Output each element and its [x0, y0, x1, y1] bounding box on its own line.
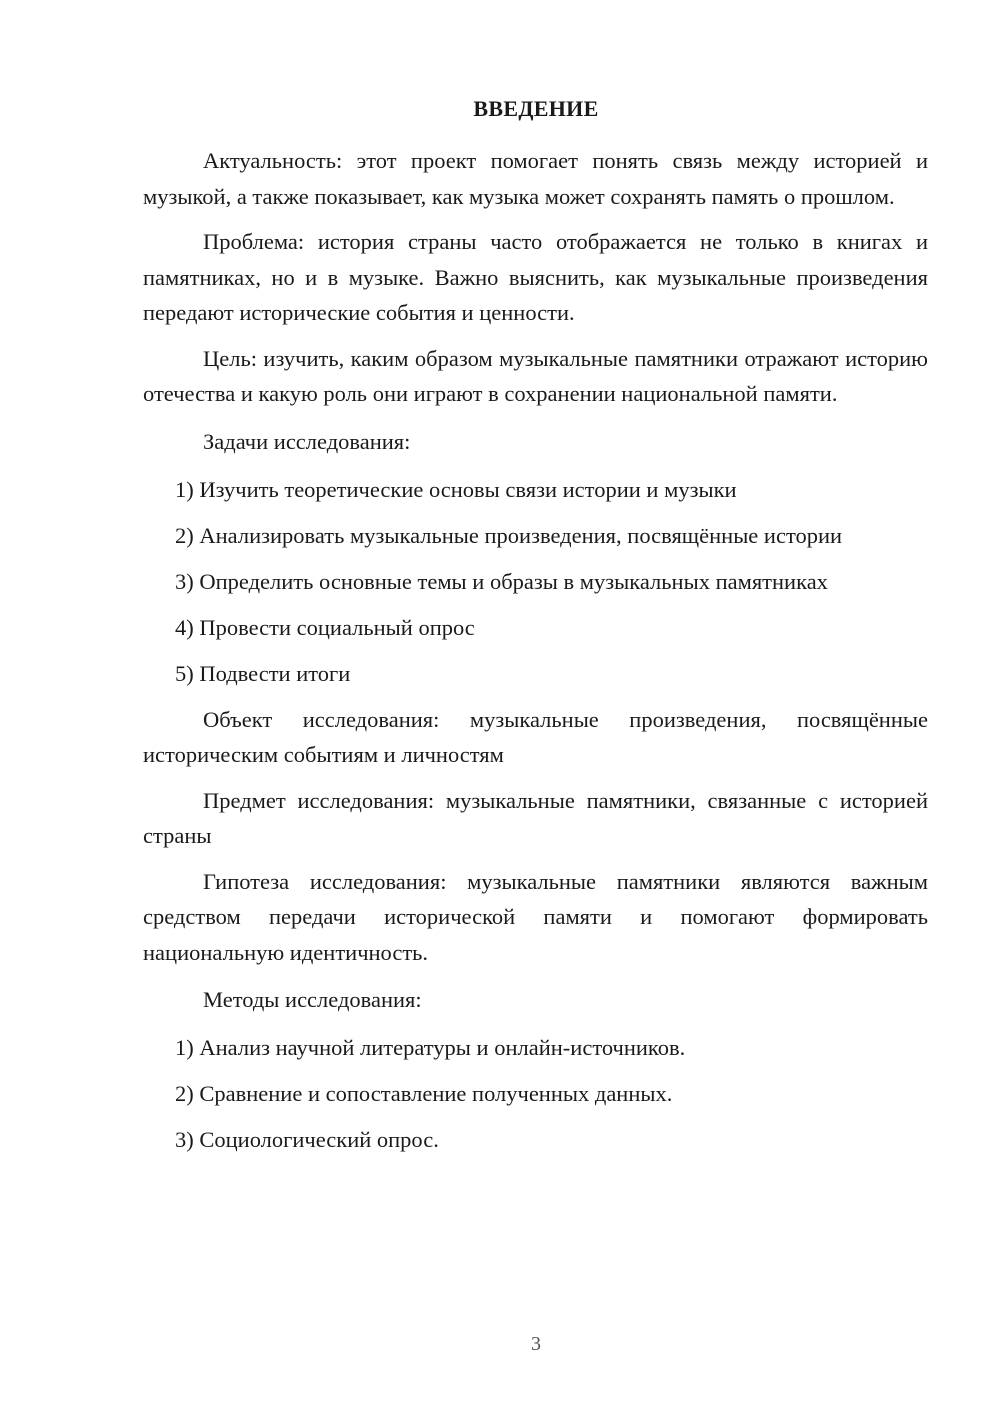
task-item: 3) Определить основные темы и образы в музыкальных памятниках — [175, 568, 828, 594]
task-item: 4) Провести социальный опрос — [175, 614, 475, 640]
method-item: 2) Сравнение и сопоставление полученных данных. — [175, 1081, 673, 1106]
problem-paragraph: Проблема: история страны часто отображается не только в книгах и памятниках, но и в музыке. Важно выяснить, как музыкальные произведения передают исторические события и ценности. — [143, 229, 928, 325]
methods-heading: Методы исследования: — [203, 987, 422, 1012]
object-paragraph: Объект исследования: музыкальные произведения, посвящённые историческим событиям и личностям — [143, 706, 928, 767]
task-item: 5) Подвести итоги — [175, 660, 351, 686]
tasks-list — [143, 472, 928, 692]
subject-paragraph: Предмет исследования: музыкальные памятники, связанные с историей страны — [143, 787, 928, 848]
page-title: ВВЕДЕНИЕ — [473, 96, 599, 121]
methods-list — [143, 1030, 928, 1158]
relevance-paragraph: Актуальность: этот проект помогает понять связь между историей и музыкой, а также показывает, как музыка может сохранять память о прошлом. — [143, 148, 928, 209]
hypothesis-paragraph: Гипотеза исследования: музыкальные памятники являются важным средством передачи исторической памяти и помогают формировать национальную идентичность. — [143, 868, 928, 965]
tasks-heading: Задачи исследования: — [203, 428, 411, 454]
goal-paragraph: Цель: изучить, каким образом музыкальные памятники отражают историю отечества и какую роль они играют в сохранении национальной памяти. — [143, 345, 928, 406]
document-body — [143, 143, 928, 1168]
task-item: 2) Анализировать музыкальные произведения, посвящённые истории — [175, 522, 843, 548]
page-number: 3 — [531, 1333, 541, 1355]
task-item: 1) Изучить теоретические основы связи истории и музыки — [175, 476, 737, 502]
method-item: 3) Социологический опрос. — [175, 1127, 439, 1152]
method-item: 1) Анализ научной литературы и онлайн-источников. — [175, 1035, 686, 1060]
